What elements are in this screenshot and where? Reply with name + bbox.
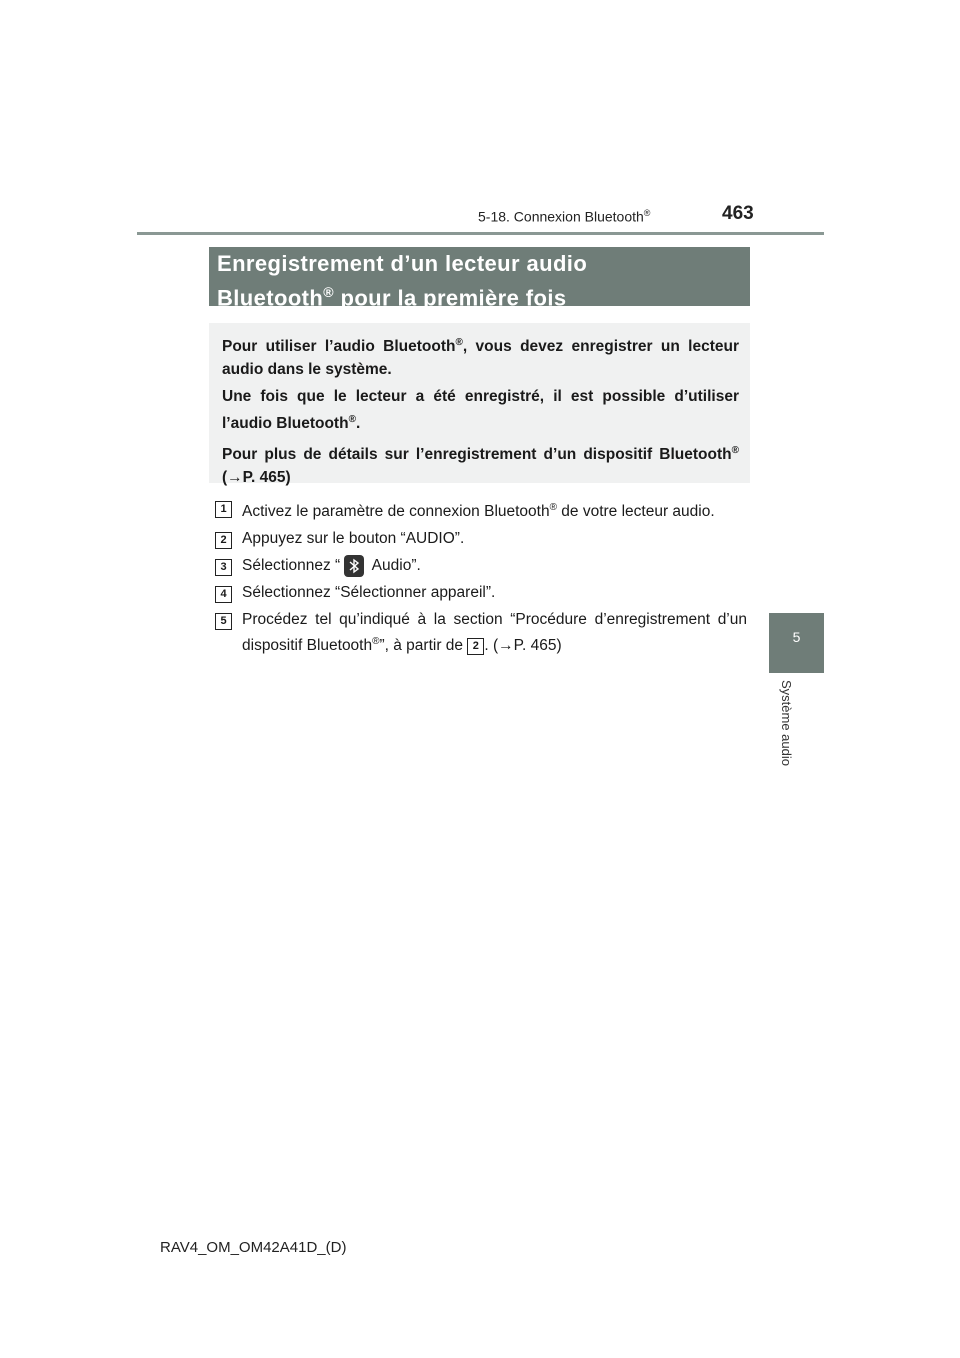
title-line-2: Bluetooth® pour la première fois xyxy=(217,284,567,311)
step-reference: 2 xyxy=(467,638,484,655)
section-title xyxy=(209,247,750,311)
header-section-title: 5-18. Connexion Bluetooth® xyxy=(478,208,651,225)
step-number: 4 xyxy=(215,586,232,603)
step-3: 3 Sélectionnez “ Audio”. xyxy=(215,555,747,577)
chapter-tab: 5 xyxy=(769,613,824,673)
step-number: 1 xyxy=(215,501,232,518)
step-4: 4 Sélectionnez “Sélectionner appareil”. xyxy=(215,582,747,604)
header-divider xyxy=(137,232,824,235)
bluetooth-icon xyxy=(344,555,364,577)
chapter-label: Système audio xyxy=(779,680,794,766)
intro-paragraph-2: Une fois que le lecteur a été enregistré, il est possible d’utiliser l’audio Bluetooth®. xyxy=(222,388,739,433)
intro-paragraph-3: Pour plus de détails sur l’enregistrement d’un dispositif Bluetooth® (→P. 465) xyxy=(222,445,739,487)
step-1: 1 Activez le paramètre de connexion Bluetooth® de votre lecteur audio. xyxy=(215,497,747,523)
page-number: 463 xyxy=(722,203,754,224)
document-code: RAV4_OM_OM42A41D_(D) xyxy=(160,1239,347,1256)
steps-list xyxy=(215,497,747,662)
step-number: 2 xyxy=(215,532,232,549)
intro-paragraph-1: Pour utiliser l’audio Bluetooth®, vous devez enregistrer un lecteur audio dans le système. xyxy=(222,337,739,379)
step-2: 2 Appuyez sur le bouton “AUDIO”. xyxy=(215,528,747,550)
intro-box xyxy=(209,323,750,487)
step-5: 5 Procédez tel qu’indiqué à la section “Procédure d’enregistrement d’un dispositif Bluetooth®”, à partir de 2 . (→P. 465) xyxy=(215,609,747,657)
step-number: 5 xyxy=(215,613,232,630)
step-number: 3 xyxy=(215,559,232,576)
title-line-1: Enregistrement d’un lecteur audio xyxy=(217,251,588,276)
